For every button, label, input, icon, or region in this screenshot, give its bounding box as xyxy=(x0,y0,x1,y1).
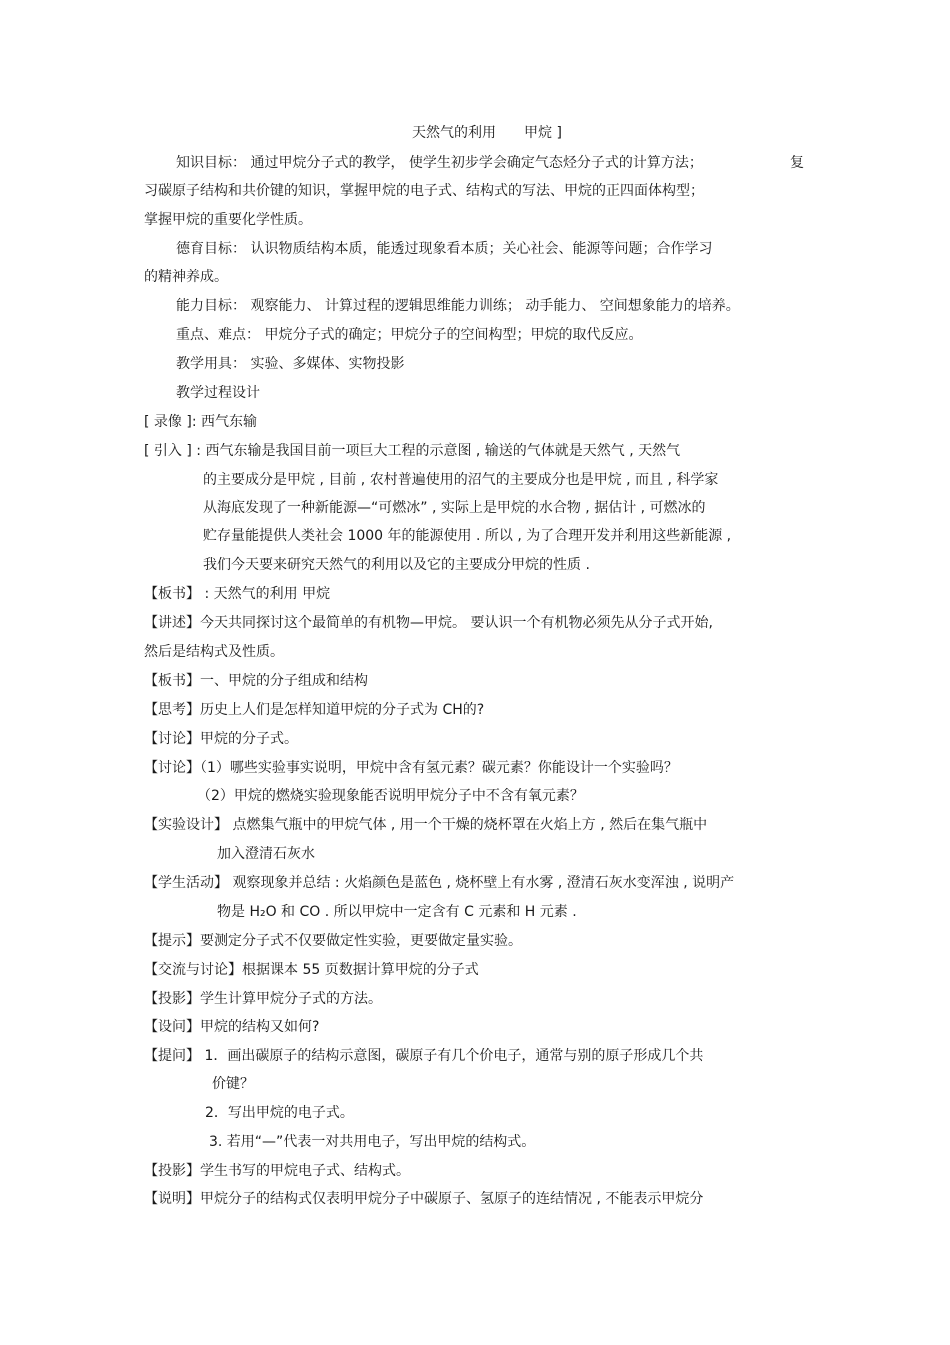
text-line: 【投影】学生计算甲烷分子式的方法。 xyxy=(144,991,382,1007)
text-line: 【提示】要测定分子式不仅要做定性实验，更要做定量实验。 xyxy=(144,933,522,949)
text-line: 【板书】一、甲烷的分子组成和结构 xyxy=(144,673,368,689)
text-line: 【说明】甲烷分子的结构式仅表明甲烷分子中碳原子、氢原子的连结情况 , 不能表示甲烷分 xyxy=(144,1191,704,1207)
text-line: 教学用具： 实验、多媒体、实物投影 xyxy=(176,356,405,372)
text-line: 然后是结构式及性质。 xyxy=(144,644,284,660)
text-line: 德育目标： 认识物质结构本质，能透过现象看本质；关心社会、能源等问题；合作学习 xyxy=(176,241,713,257)
text-line: 的主要成分是甲烷 , 目前 , 农村普遍使用的沼气的主要成分也是甲烷 , 而且 , 科学家 xyxy=(203,472,719,488)
text-line: 【思考】历史上人们是怎样知道甲烷的分子式为 CH的? xyxy=(144,702,485,718)
text-line: 物是 H₂O 和 CO . 所以甲烷中一定含有 C 元素和 H 元素 . xyxy=(217,904,577,920)
text-line: 习碳原子结构和共价键的知识，掌握甲烷的电子式、结构式的写法、甲烷的正四面体构型； xyxy=(144,183,704,199)
doc-title: 天然气的利用 甲烷 ] xyxy=(412,125,562,141)
text-line: 【学生活动】 观察现象并总结 : 火焰颜色是蓝色 , 烧杯壁上有水雾 , 澄清石灰水变浑浊 , 说明产 xyxy=(144,875,735,891)
text-line: 2．写出甲烷的电子式。 xyxy=(205,1105,354,1121)
text-line: 【交流与讨论】根据课本 55 页数据计算甲烷的分子式 xyxy=(144,962,479,978)
text-line: 教学过程设计 xyxy=(176,385,260,401)
text-line: 我们今天要来研究天然气的利用以及它的主要成分甲烷的性质 . xyxy=(203,557,590,573)
text-line: 加入澄清石灰水 xyxy=(217,846,315,862)
text-line: 【提问】 1．画出碳原子的结构示意图，碳原子有几个价电子，通常与别的原子形成几个共 xyxy=(144,1048,704,1064)
text-line: 价键？ xyxy=(212,1076,254,1092)
text-line: 从海底发现了一种新能源—“可燃冰” , 实际上是甲烷的水合物 , 据估计 , 可燃冰的 xyxy=(203,500,706,516)
text-line: 【设问】甲烷的结构又如何? xyxy=(144,1019,320,1035)
text-line: 重点、难点： 甲烷分子式的确定；甲烷分子的空间构型；甲烷的取代反应。 xyxy=(176,327,643,343)
text-line: 【板书】 : 天然气的利用 甲烷 xyxy=(144,586,331,602)
text-line: 3. 若用“—”代表一对共用电子，写出甲烷的结构式。 xyxy=(209,1134,536,1150)
text-line: 【讨论】甲烷的分子式。 xyxy=(144,731,298,747)
text-line: 的精神养成。 xyxy=(144,269,228,285)
text-line: 贮存量能提供人类社会 1000 年的能源使用 . 所以 , 为了合理开发并利用这些新能源 , xyxy=(203,528,732,544)
text-line: 掌握甲烷的重要化学性质。 xyxy=(144,212,312,228)
text-line: 【讨论】（1）哪些实验事实说明，甲烷中含有氢元素？碳元素？你能设计一个实验吗？ xyxy=(144,760,678,776)
text-line: 复 xyxy=(790,155,804,171)
text-line: 【实验设计】 点燃集气瓶中的甲烷气体 , 用一个干燥的烧杯罩在火焰上方 , 然后在集气瓶中 xyxy=(144,817,708,833)
text-line: 知识目标： 通过甲烷分子式的教学， 使学生初步学会确定气态烃分子式的计算方法； xyxy=(176,155,703,171)
text-line: 能力目标： 观察能力、 计算过程的逻辑思维能力训练； 动手能力、 空间想象能力的培养。 xyxy=(176,298,740,314)
text-line: （2）甲烷的燃烧实验现象能否说明甲烷分子中不含有氧元素？ xyxy=(197,788,584,804)
text-line: 【讲述】今天共同探讨这个最简单的有机物—甲烷。 要认识一个有机物必须先从分子式开始, xyxy=(144,615,713,631)
text-line: 【投影】学生书写的甲烷电子式、结构式。 xyxy=(144,1163,410,1179)
text-line: [ 录像 ]: 西气东输 xyxy=(144,414,257,430)
text-line: [ 引入 ] : 西气东输是我国目前一项巨大工程的示意图 , 输送的气体就是天然气 , 天然气 xyxy=(144,443,681,459)
